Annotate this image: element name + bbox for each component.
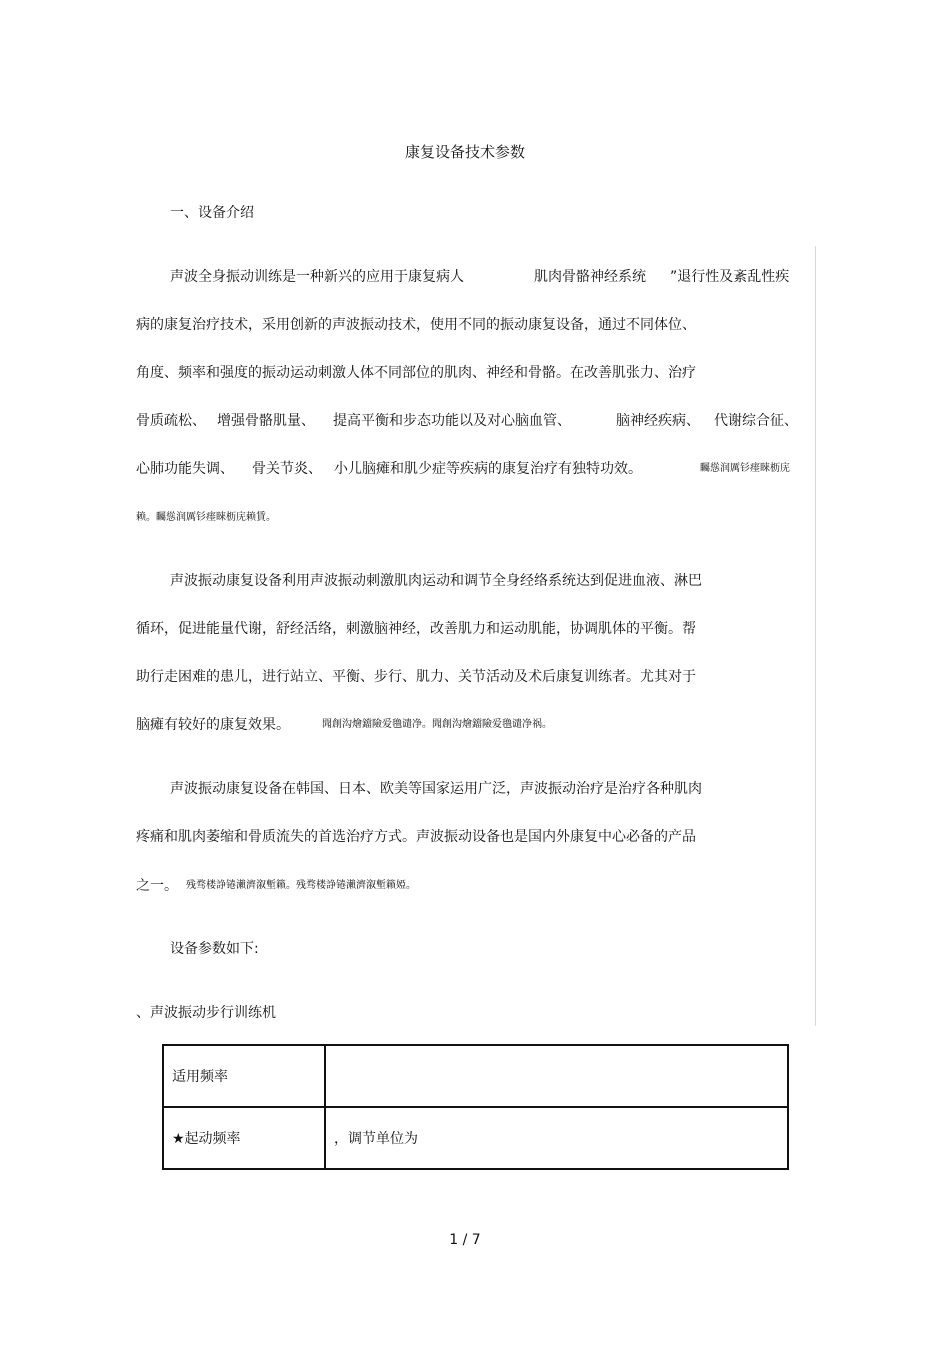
- garbled-text: 聞創沟燴鐺險爱氇谴净。聞創沟燴鐺險爱氇谴净祸。: [322, 719, 552, 730]
- page-number: 1 / 7: [449, 1232, 481, 1248]
- paragraph-fragment: 肌肉骨骼神经系统: [534, 269, 646, 285]
- table-cell-label: ★起动频率: [163, 1107, 325, 1169]
- paragraph-line: 角度、频率和强度的振动运动刺激人体不同部位的肌肉、神经和骨骼。在改善肌张力、治疗: [136, 365, 696, 381]
- garbled-text: 残骛楼諍锩瀨濟溆塹籟。残骛楼諍锩瀨濟溆塹籟婭。: [186, 880, 416, 891]
- paragraph-line: 循环，促进能量代谢，舒经活络，刺激脑神经，改善肌力和运动肌能，协调肌体的平衡。帮: [136, 621, 696, 637]
- paragraph-fragment: 骨质疏松、: [136, 413, 206, 429]
- garbled-text: 赖。矚慫润厲钐瘗睞枥庑赖賃。: [136, 512, 276, 523]
- device-title: 、声波振动步行训练机: [136, 1005, 276, 1021]
- paragraph-line: 脑瘫有较好的康复效果。: [136, 717, 290, 733]
- paragraph-line: 声波振动康复设备利用声波振动刺激肌肉运动和调节全身经络系统达到促进血液、淋巴: [170, 573, 702, 589]
- table-row: [163, 1045, 788, 1107]
- section-heading: 一、设备介绍: [170, 205, 254, 221]
- paragraph-line: 助行走困难的患儿，进行站立、平衡、步行、肌力、关节活动及术后康复训练者。尤其对于: [136, 669, 696, 685]
- paragraph-fragment: 增强骨骼肌量、: [217, 413, 315, 429]
- paragraph-fragment: 骨关节炎、: [252, 461, 322, 477]
- table-row: [163, 1107, 788, 1169]
- table-cell-label: 适用频率: [163, 1045, 325, 1107]
- paragraph-fragment: 脑神经疾病、: [616, 413, 700, 429]
- document-title: 康复设备技术参数: [404, 143, 525, 161]
- garbled-text: 矚慫润厲钐瘗睞枥庑: [700, 463, 790, 474]
- page-margin-rule: [815, 246, 816, 1026]
- paragraph-line: 声波振动康复设备在韩国、日本、欧美等国家运用广泛，声波振动治疗是治疗各种肌肉: [170, 781, 702, 797]
- paragraph-fragment: ”退行性及紊乱性疾: [670, 269, 790, 285]
- paragraph-fragment: 提高平衡和步态功能以及对心脑血管、: [333, 413, 571, 429]
- paragraph-fragment: 小儿脑瘫和肌少症等疾病的康复治疗有独特功效。: [334, 461, 642, 477]
- paragraph-line: 声波全身振动训练是一种新兴的应用于康复病人: [170, 269, 464, 285]
- table-cell-value: [325, 1045, 788, 1107]
- paragraph-line: 之一。: [136, 878, 178, 894]
- parameter-table: [162, 1044, 789, 1170]
- paragraph-fragment: 心肺功能失调、: [136, 461, 234, 477]
- paragraph-line: 病的康复治疗技术，采用创新的声波振动技术，使用不同的振动康复设备，通过不同体位、: [136, 317, 696, 333]
- paragraph-line: 疼痛和肌肉萎缩和骨质流失的首选治疗方式。声波振动设备也是国内外康复中心必备的产品: [136, 829, 696, 845]
- paragraph-fragment: 代谢综合征、: [714, 413, 798, 429]
- table-cell-value: ，调节单位为: [325, 1107, 788, 1169]
- params-intro: 设备参数如下:: [170, 941, 259, 957]
